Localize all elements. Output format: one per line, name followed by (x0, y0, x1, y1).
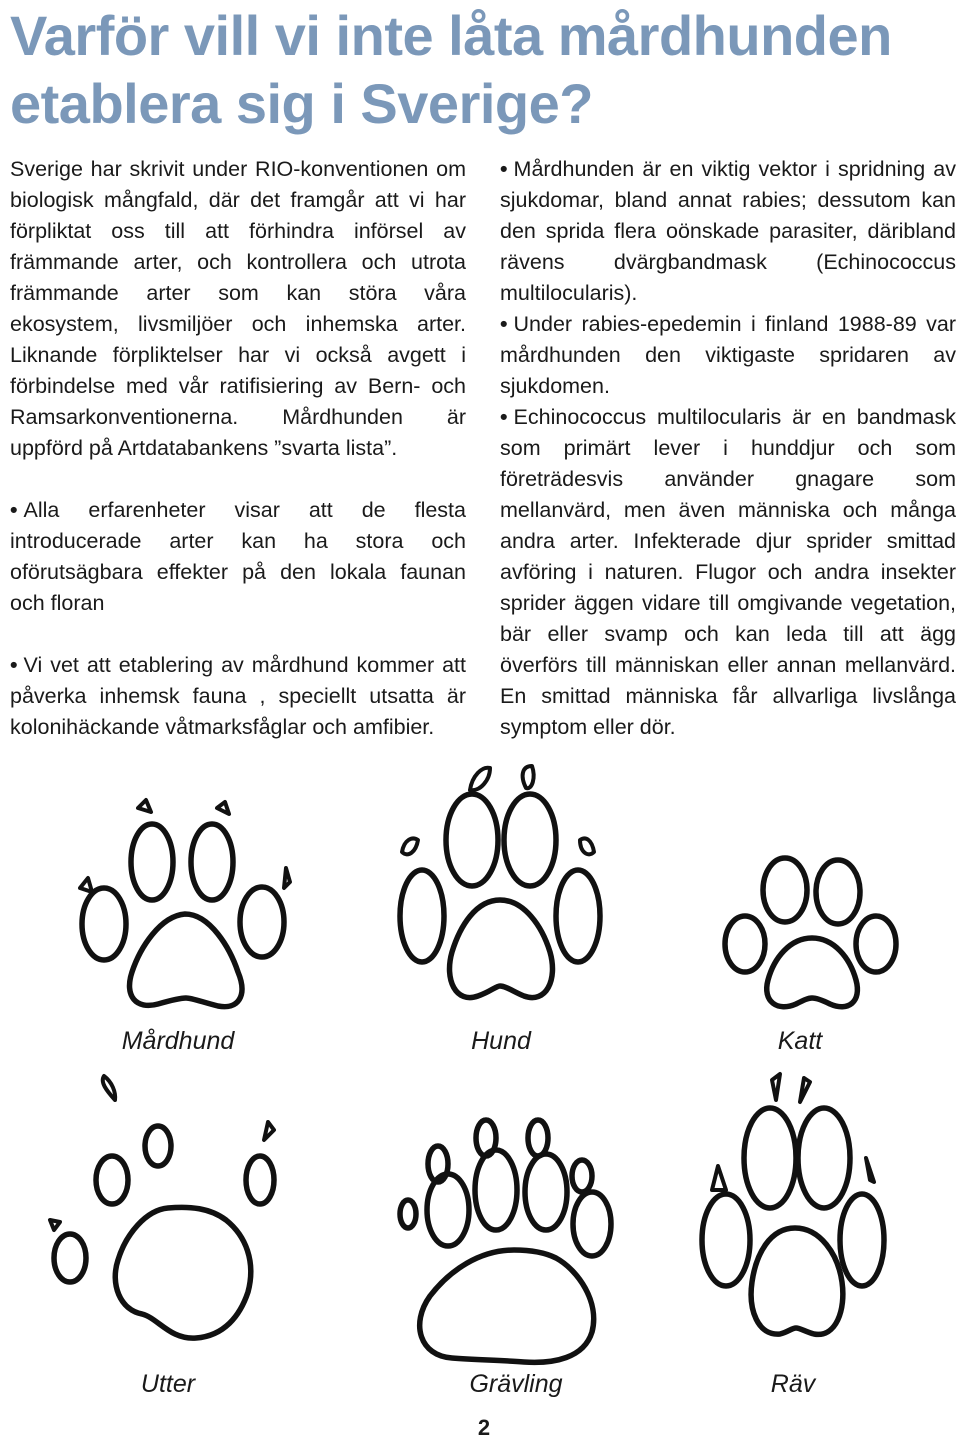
rav-paw-icon (702, 1074, 884, 1334)
bullet-icon: • (500, 157, 508, 181)
right-column (500, 154, 956, 743)
paw-label-hund: Hund (471, 1027, 531, 1055)
bullet-item (500, 154, 956, 309)
gravling-paw-icon (400, 1120, 611, 1362)
bullet-text: Alla erfarenheter visar att de flesta introducerade arter kan ha stora och oförutsägbara effekter på den lokala faunan och floran (10, 498, 466, 615)
bullet-text: Echinococcus multilocularis är en bandmask som primärt lever i hunddjur och som företrädesvis använder gnagare som mellanvärd, men även människa och många andra arter. Infekterade djur sprider smittad avföring i naturen. Flugor och andra insekter sprider äggen vidare till omgivande vegetation, bär eller svamp och kan leda till att ägg överförs till människan eller annan mellanvärd. En smittad människa får allvarliga livslånga symptom eller dör. (500, 405, 956, 739)
bullet-icon: • (10, 498, 18, 522)
paw-label-katt: Katt (777, 1027, 823, 1055)
bullet-item (500, 402, 956, 743)
bullet-item (500, 309, 956, 402)
utter-paw-icon (50, 1076, 274, 1338)
left-column (10, 154, 466, 743)
paw-label-utter: Utter (140, 1370, 196, 1398)
hund-paw-icon (400, 766, 600, 998)
paw-label-gravling: Grävling (469, 1370, 563, 1398)
bullet-item (10, 650, 466, 743)
paw-label-rav: Räv (770, 1370, 816, 1398)
paw-prints-illustration (0, 740, 960, 1420)
bullet-icon: • (500, 312, 508, 336)
page-title: Varför vill vi inte låta mårdhunden etablera sig i Sverige? (10, 4, 892, 135)
mardhund-paw-icon (80, 800, 290, 1007)
intro-paragraph: Sverige har skrivit under RIO-konventionen om biologisk mångfald, där det framgår att vi har förpliktat oss till att förhindra införsel av främmande arter, och kontrollera och utrota främmande arter som kan störa våra ekosystem, livsmiljöer och inhemska arter. Liknande förpliktelser har vi också avgett i förbindelse med vår ratifisiering av Bern- och Ramsarkonventionerna. Mårdhunden är uppförd på Artdatabankens ”svarta lista”. (10, 157, 466, 460)
paw-label-mardhund: Mårdhund (121, 1027, 235, 1055)
bullet-icon: • (10, 653, 18, 677)
bullet-text: Mårdhunden är en viktig vektor i spridning av sjukdomar, bland annat rabies; dessutom kan den sprida flera oönskade parasiter, däribland rävens dvärgbandmask (Echinococcus multilocularis). (500, 157, 956, 305)
page-number: 2 (477, 1415, 491, 1440)
paw-print-figure (0, 740, 960, 1420)
katt-paw-icon (725, 858, 896, 1007)
bullet-text: Vi vet att etablering av mårdhund kommer att påverka inhemsk fauna , speciellt utsatta är kolonihäckande våtmarksfåglar och amfibier. (10, 653, 466, 739)
bullet-icon: • (500, 405, 508, 429)
bullet-item (10, 495, 466, 619)
bullet-text: Under rabies-epedemin i finland 1988-89 var mårdhunden den viktigaste spridaren av sjukdomen. (500, 312, 956, 398)
